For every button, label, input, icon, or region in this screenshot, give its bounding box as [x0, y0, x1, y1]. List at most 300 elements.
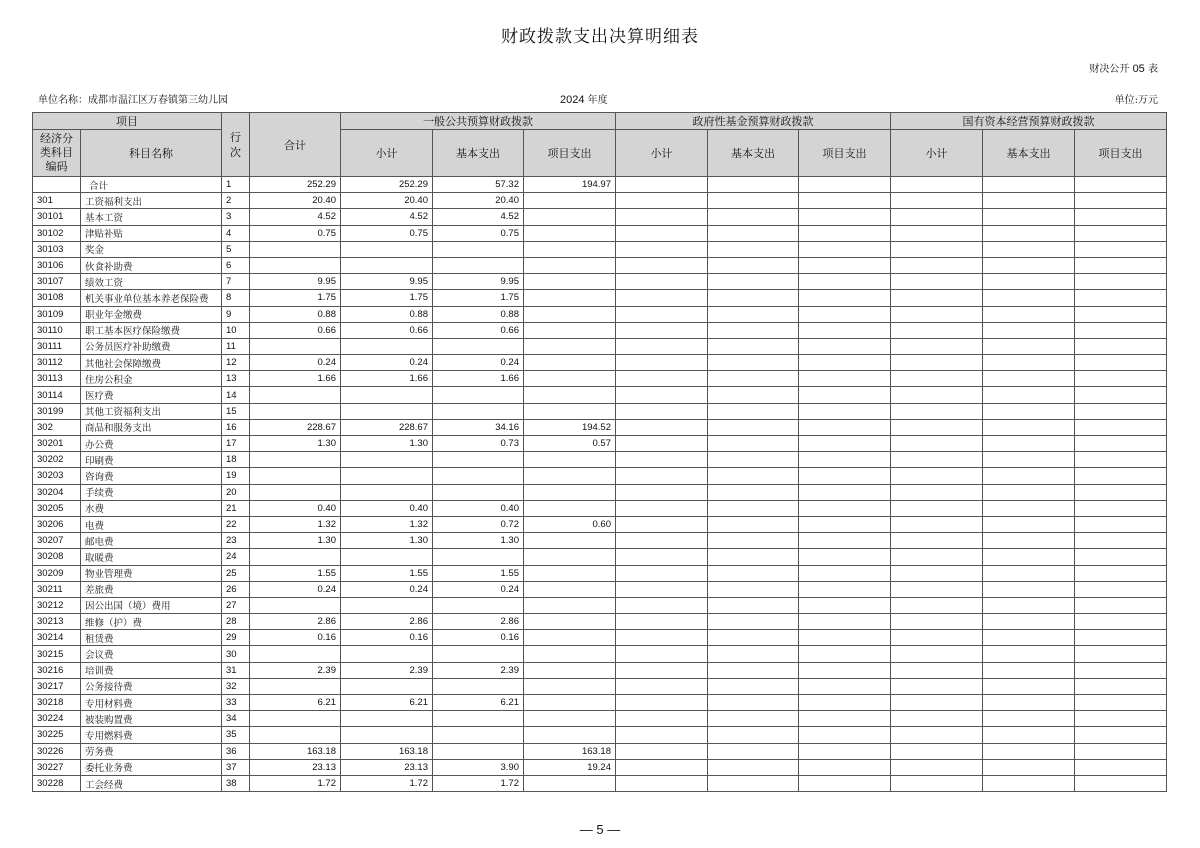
- cell-gb-basic: 0.73: [433, 436, 524, 452]
- cell-gb-basic: 1.75: [433, 290, 524, 306]
- cell-sc-subtotal: [891, 581, 983, 597]
- cell-line-no: 16: [222, 419, 250, 435]
- cell-sc-subtotal: [891, 209, 983, 225]
- cell-gf-basic: [708, 371, 799, 387]
- cell-gf-basic: [708, 533, 799, 549]
- cell-total: 0.40: [250, 500, 341, 516]
- cell-gb-project: [524, 597, 616, 613]
- cell-gb-project: [524, 775, 616, 791]
- cell-gf-basic: [708, 630, 799, 646]
- table-row: [33, 436, 1167, 452]
- cell-gb-basic: [433, 403, 524, 419]
- cell-gb-basic: 0.75: [433, 225, 524, 241]
- cell-gf-project: [799, 338, 891, 354]
- cell-gb-subtotal: 0.66: [341, 322, 433, 338]
- cell-gf-subtotal: [616, 403, 708, 419]
- cell-gf-project: [799, 727, 891, 743]
- table-row: [33, 565, 1167, 581]
- cell-subject-name: 被装购置费: [81, 711, 222, 727]
- cell-sc-subtotal: [891, 371, 983, 387]
- cell-gb-project: 19.24: [524, 759, 616, 775]
- cell-sc-subtotal: [891, 419, 983, 435]
- cell-gf-subtotal: [616, 711, 708, 727]
- cell-econ-code: 301: [33, 193, 81, 209]
- cell-sc-project: [1075, 371, 1167, 387]
- cell-gf-subtotal: [616, 630, 708, 646]
- cell-sc-project: [1075, 193, 1167, 209]
- cell-total: [250, 452, 341, 468]
- cell-sc-basic: [983, 290, 1075, 306]
- cell-subject-name: 租赁费: [81, 630, 222, 646]
- cell-line-no: 11: [222, 338, 250, 354]
- cell-gb-subtotal: 1.72: [341, 775, 433, 791]
- cell-gf-basic: [708, 711, 799, 727]
- cell-gf-basic: [708, 500, 799, 516]
- cell-subject-name: 其他工资福利支出: [81, 403, 222, 419]
- cell-sc-project: [1075, 241, 1167, 257]
- cell-econ-code: 30209: [33, 565, 81, 581]
- cell-sc-project: [1075, 209, 1167, 225]
- cell-econ-code: 30213: [33, 614, 81, 630]
- cell-gb-project: [524, 306, 616, 322]
- cell-sc-basic: [983, 775, 1075, 791]
- cell-subject-name: 医疗费: [81, 387, 222, 403]
- cell-line-no: 28: [222, 614, 250, 630]
- table-row: [33, 500, 1167, 516]
- fiscal-year-suffix: 年度: [587, 95, 608, 106]
- cell-econ-code: 30216: [33, 662, 81, 678]
- cell-sc-subtotal: [891, 646, 983, 662]
- cell-total: 252.29: [250, 177, 341, 193]
- cell-sc-basic: [983, 711, 1075, 727]
- cell-sc-basic: [983, 646, 1075, 662]
- cell-total: 0.16: [250, 630, 341, 646]
- cell-gf-subtotal: [616, 727, 708, 743]
- cell-gb-basic: 1.55: [433, 565, 524, 581]
- cell-sc-basic: [983, 403, 1075, 419]
- cell-gb-basic: 2.39: [433, 662, 524, 678]
- cell-gf-project: [799, 225, 891, 241]
- cell-gf-project: [799, 678, 891, 694]
- cell-gf-subtotal: [616, 775, 708, 791]
- table-row: [33, 614, 1167, 630]
- cell-gf-basic: [708, 290, 799, 306]
- header-gf-basic: 基本支出: [708, 130, 799, 177]
- form-number-prefix: 财决公开: [1089, 64, 1130, 75]
- cell-sc-project: [1075, 355, 1167, 371]
- cell-gf-project: [799, 516, 891, 532]
- cell-sc-subtotal: [891, 614, 983, 630]
- cell-subject-name: 奖金: [81, 241, 222, 257]
- cell-gf-basic: [708, 468, 799, 484]
- cell-line-no: 12: [222, 355, 250, 371]
- cell-gf-subtotal: [616, 695, 708, 711]
- cell-subject-name: 会议费: [81, 646, 222, 662]
- cell-gf-project: [799, 533, 891, 549]
- cell-total: [250, 468, 341, 484]
- cell-econ-code: 30112: [33, 355, 81, 371]
- cell-gf-basic: [708, 403, 799, 419]
- cell-gf-project: [799, 500, 891, 516]
- cell-gf-basic: [708, 274, 799, 290]
- cell-econ-code: 30203: [33, 468, 81, 484]
- cell-sc-project: [1075, 468, 1167, 484]
- cell-gb-project: [524, 355, 616, 371]
- cell-gf-basic: [708, 581, 799, 597]
- cell-gf-subtotal: [616, 274, 708, 290]
- cell-gf-basic: [708, 177, 799, 193]
- cell-line-no: 26: [222, 581, 250, 597]
- cell-subject-name: 办公费: [81, 436, 222, 452]
- cell-gf-subtotal: [616, 338, 708, 354]
- cell-total: 1.66: [250, 371, 341, 387]
- cell-line-no: 9: [222, 306, 250, 322]
- header-econ-code: 经济分类科目编码: [33, 130, 81, 177]
- cell-gf-basic: [708, 355, 799, 371]
- cell-sc-project: [1075, 695, 1167, 711]
- cell-gb-subtotal: 1.30: [341, 436, 433, 452]
- table-row: [33, 225, 1167, 241]
- cell-subject-name: 职工基本医疗保险缴费: [81, 322, 222, 338]
- cell-sc-subtotal: [891, 711, 983, 727]
- header-sc-subtotal: 小计: [891, 130, 983, 177]
- cell-subject-name: 印刷费: [81, 452, 222, 468]
- cell-subject-name: 合计: [81, 177, 222, 193]
- cell-econ-code: 30228: [33, 775, 81, 791]
- table-row: [33, 711, 1167, 727]
- table-row: [33, 387, 1167, 403]
- cell-gf-basic: [708, 614, 799, 630]
- cell-sc-basic: [983, 225, 1075, 241]
- cell-gb-basic: [433, 468, 524, 484]
- cell-total: [250, 241, 341, 257]
- cell-gf-subtotal: [616, 355, 708, 371]
- cell-gb-project: [524, 371, 616, 387]
- table-row: [33, 241, 1167, 257]
- cell-gf-project: [799, 646, 891, 662]
- cell-gf-project: [799, 468, 891, 484]
- cell-gf-basic: [708, 743, 799, 759]
- cell-gb-subtotal: 1.55: [341, 565, 433, 581]
- cell-gb-basic: [433, 743, 524, 759]
- cell-gb-subtotal: [341, 338, 433, 354]
- cell-gb-basic: 6.21: [433, 695, 524, 711]
- page-title: 财政拨款支出决算明细表: [501, 27, 699, 47]
- cell-econ-code: 30113: [33, 371, 81, 387]
- cell-total: [250, 403, 341, 419]
- cell-total: 0.24: [250, 355, 341, 371]
- cell-subject-name: 商品和服务支出: [81, 419, 222, 435]
- cell-gf-basic: [708, 727, 799, 743]
- cell-total: 163.18: [250, 743, 341, 759]
- header-total: 合计: [250, 113, 341, 177]
- cell-gb-subtotal: [341, 549, 433, 565]
- cell-subject-name: 机关事业单位基本养老保险费: [81, 290, 222, 306]
- cell-econ-code: 30202: [33, 452, 81, 468]
- cell-sc-basic: [983, 322, 1075, 338]
- cell-gf-subtotal: [616, 290, 708, 306]
- table-row: [33, 695, 1167, 711]
- cell-sc-project: [1075, 516, 1167, 532]
- cell-line-no: 6: [222, 257, 250, 273]
- header-subject-name: 科目名称: [81, 130, 222, 177]
- cell-subject-name: 工资福利支出: [81, 193, 222, 209]
- cell-sc-basic: [983, 193, 1075, 209]
- cell-econ-code: 30110: [33, 322, 81, 338]
- cell-total: [250, 727, 341, 743]
- table-row: [33, 759, 1167, 775]
- cell-sc-project: [1075, 436, 1167, 452]
- cell-sc-subtotal: [891, 695, 983, 711]
- cell-total: 1.72: [250, 775, 341, 791]
- cell-sc-subtotal: [891, 338, 983, 354]
- header-line-no: 行次: [222, 113, 250, 177]
- cell-gb-subtotal: 0.40: [341, 500, 433, 516]
- cell-sc-basic: [983, 371, 1075, 387]
- cell-gb-subtotal: [341, 452, 433, 468]
- header-state-capital: 国有资本经营预算财政拨款: [891, 113, 1167, 130]
- cell-econ-code: 30226: [33, 743, 81, 759]
- cell-sc-project: [1075, 630, 1167, 646]
- cell-gb-basic: 0.24: [433, 581, 524, 597]
- table-row: [33, 371, 1167, 387]
- table-row: [33, 775, 1167, 791]
- cell-subject-name: 工会经费: [81, 775, 222, 791]
- table-row: [33, 662, 1167, 678]
- cell-gf-basic: [708, 387, 799, 403]
- header-general-budget: 一般公共预算财政拨款: [341, 113, 616, 130]
- cell-line-no: 34: [222, 711, 250, 727]
- cell-gb-subtotal: 2.39: [341, 662, 433, 678]
- cell-sc-basic: [983, 338, 1075, 354]
- cell-econ-code: 30207: [33, 533, 81, 549]
- cell-sc-project: [1075, 533, 1167, 549]
- cell-sc-subtotal: [891, 241, 983, 257]
- cell-gf-subtotal: [616, 759, 708, 775]
- cell-sc-project: [1075, 257, 1167, 273]
- cell-total: 2.39: [250, 662, 341, 678]
- cell-gf-project: [799, 484, 891, 500]
- cell-sc-basic: [983, 597, 1075, 613]
- cell-econ-code: 30107: [33, 274, 81, 290]
- cell-subject-name: 专用材料费: [81, 695, 222, 711]
- cell-gb-project: [524, 257, 616, 273]
- cell-gf-basic: [708, 549, 799, 565]
- cell-gb-project: [524, 711, 616, 727]
- cell-sc-subtotal: [891, 549, 983, 565]
- cell-gb-basic: [433, 452, 524, 468]
- cell-gf-project: [799, 549, 891, 565]
- table-row: [33, 403, 1167, 419]
- cell-gf-subtotal: [616, 614, 708, 630]
- cell-gf-subtotal: [616, 387, 708, 403]
- cell-gb-project: [524, 581, 616, 597]
- cell-gb-subtotal: [341, 484, 433, 500]
- cell-gb-project: [524, 225, 616, 241]
- cell-gb-subtotal: 0.88: [341, 306, 433, 322]
- cell-gf-subtotal: [616, 646, 708, 662]
- cell-gb-subtotal: 9.95: [341, 274, 433, 290]
- cell-total: 1.32: [250, 516, 341, 532]
- cell-sc-subtotal: [891, 403, 983, 419]
- cell-sc-subtotal: [891, 193, 983, 209]
- cell-gb-basic: [433, 257, 524, 273]
- cell-sc-subtotal: [891, 516, 983, 532]
- cell-gb-basic: [433, 678, 524, 694]
- cell-sc-basic: [983, 759, 1075, 775]
- cell-gf-subtotal: [616, 468, 708, 484]
- cell-gf-subtotal: [616, 500, 708, 516]
- cell-gb-project: 194.52: [524, 419, 616, 435]
- cell-sc-subtotal: [891, 387, 983, 403]
- cell-total: 23.13: [250, 759, 341, 775]
- cell-subject-name: 委托业务费: [81, 759, 222, 775]
- cell-sc-subtotal: [891, 290, 983, 306]
- cell-subject-name: 手续费: [81, 484, 222, 500]
- cell-econ-code: 30204: [33, 484, 81, 500]
- cell-gb-project: [524, 533, 616, 549]
- cell-gf-project: [799, 371, 891, 387]
- cell-line-no: 19: [222, 468, 250, 484]
- cell-gb-basic: 0.16: [433, 630, 524, 646]
- cell-gf-basic: [708, 678, 799, 694]
- cell-gf-project: [799, 306, 891, 322]
- cell-gb-basic: 3.90: [433, 759, 524, 775]
- cell-sc-basic: [983, 581, 1075, 597]
- cell-sc-basic: [983, 565, 1075, 581]
- cell-gf-project: [799, 662, 891, 678]
- cell-subject-name: 住房公积金: [81, 371, 222, 387]
- cell-sc-basic: [983, 387, 1075, 403]
- cell-gb-subtotal: 20.40: [341, 193, 433, 209]
- cell-gb-basic: [433, 711, 524, 727]
- cell-gb-basic: [433, 338, 524, 354]
- cell-gb-subtotal: 252.29: [341, 177, 433, 193]
- cell-line-no: 31: [222, 662, 250, 678]
- cell-gb-project: [524, 549, 616, 565]
- cell-sc-basic: [983, 727, 1075, 743]
- cell-econ-code: 30102: [33, 225, 81, 241]
- cell-total: [250, 711, 341, 727]
- cell-total: 0.75: [250, 225, 341, 241]
- cell-sc-project: [1075, 678, 1167, 694]
- cell-line-no: 4: [222, 225, 250, 241]
- cell-gb-subtotal: [341, 597, 433, 613]
- header-sc-project: 项目支出: [1075, 130, 1167, 177]
- cell-gb-basic: [433, 727, 524, 743]
- cell-total: 9.95: [250, 274, 341, 290]
- cell-sc-project: [1075, 306, 1167, 322]
- cell-gf-basic: [708, 419, 799, 435]
- cell-gb-subtotal: [341, 711, 433, 727]
- cell-gb-subtotal: [341, 727, 433, 743]
- table-row: [33, 209, 1167, 225]
- cell-sc-project: [1075, 290, 1167, 306]
- cell-gf-project: [799, 290, 891, 306]
- cell-total: [250, 338, 341, 354]
- cell-sc-basic: [983, 743, 1075, 759]
- cell-line-no: 33: [222, 695, 250, 711]
- cell-gf-project: [799, 775, 891, 791]
- cell-gb-subtotal: 4.52: [341, 209, 433, 225]
- cell-gb-subtotal: 1.30: [341, 533, 433, 549]
- cell-sc-basic: [983, 516, 1075, 532]
- cell-sc-subtotal: [891, 662, 983, 678]
- cell-line-no: 37: [222, 759, 250, 775]
- cell-gf-subtotal: [616, 516, 708, 532]
- cell-gb-subtotal: 6.21: [341, 695, 433, 711]
- cell-sc-project: [1075, 484, 1167, 500]
- cell-gb-subtotal: [341, 468, 433, 484]
- table-row: [33, 177, 1167, 193]
- cell-sc-project: [1075, 646, 1167, 662]
- cell-sc-project: [1075, 452, 1167, 468]
- cell-gb-subtotal: 1.75: [341, 290, 433, 306]
- cell-sc-basic: [983, 257, 1075, 273]
- cell-line-no: 22: [222, 516, 250, 532]
- cell-gf-project: [799, 743, 891, 759]
- cell-econ-code: 30103: [33, 241, 81, 257]
- cell-total: 228.67: [250, 419, 341, 435]
- table-row: [33, 516, 1167, 532]
- table-body: [33, 177, 1167, 792]
- cell-gb-project: [524, 193, 616, 209]
- cell-subject-name: 电费: [81, 516, 222, 532]
- cell-gb-project: [524, 403, 616, 419]
- cell-sc-subtotal: [891, 630, 983, 646]
- cell-gf-subtotal: [616, 743, 708, 759]
- cell-gb-project: [524, 209, 616, 225]
- cell-gf-project: [799, 597, 891, 613]
- cell-gb-project: [524, 695, 616, 711]
- cell-gb-subtotal: 163.18: [341, 743, 433, 759]
- cell-sc-subtotal: [891, 775, 983, 791]
- cell-econ-code: 30212: [33, 597, 81, 613]
- cell-gb-project: [524, 565, 616, 581]
- cell-gb-basic: 0.88: [433, 306, 524, 322]
- cell-gb-project: [524, 387, 616, 403]
- cell-sc-subtotal: [891, 727, 983, 743]
- cell-subject-name: 咨询费: [81, 468, 222, 484]
- header-gf-subtotal: 小计: [616, 130, 708, 177]
- cell-gf-subtotal: [616, 257, 708, 273]
- cell-gb-subtotal: 0.24: [341, 581, 433, 597]
- cell-sc-basic: [983, 614, 1075, 630]
- cell-line-no: 10: [222, 322, 250, 338]
- cell-sc-project: [1075, 597, 1167, 613]
- cell-sc-basic: [983, 549, 1075, 565]
- cell-gf-project: [799, 759, 891, 775]
- cell-gf-basic: [708, 484, 799, 500]
- cell-sc-basic: [983, 662, 1075, 678]
- cell-sc-subtotal: [891, 500, 983, 516]
- cell-gb-basic: 1.30: [433, 533, 524, 549]
- cell-line-no: 23: [222, 533, 250, 549]
- cell-econ-code: 30109: [33, 306, 81, 322]
- cell-gb-project: [524, 500, 616, 516]
- cell-gf-subtotal: [616, 581, 708, 597]
- cell-gf-subtotal: [616, 322, 708, 338]
- cell-total: [250, 646, 341, 662]
- cell-gf-subtotal: [616, 177, 708, 193]
- cell-gf-basic: [708, 338, 799, 354]
- cell-gf-project: [799, 193, 891, 209]
- header-item: 项目: [33, 113, 222, 130]
- cell-gb-subtotal: [341, 678, 433, 694]
- table-row: [33, 338, 1167, 354]
- cell-total: [250, 257, 341, 273]
- table-row: [33, 257, 1167, 273]
